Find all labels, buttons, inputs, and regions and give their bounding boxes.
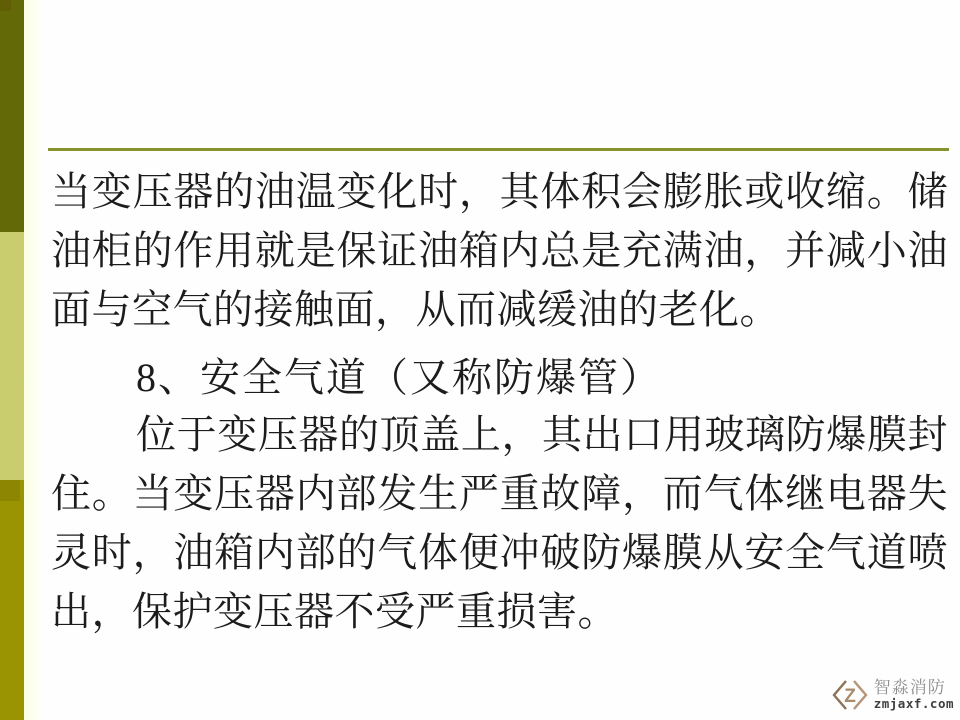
bar-band-dark [0, 0, 24, 232]
brand-domain: zmjaxf.com [873, 696, 954, 712]
brand-name: 智淼消防 [873, 678, 946, 698]
body-line: 油柜的作用就是保证油箱内总是充满油，并减小油 [51, 228, 948, 273]
bar-pale-edge-strip [24, 0, 44, 720]
body-line: 出，保护变压器不受严重损害。 [51, 589, 618, 634]
body-line: 灵时，油箱内部的气体便冲破防爆膜从安全气道喷 [51, 530, 948, 575]
body-line: 位于变压器的顶盖上，其出口用玻璃防爆膜封 [136, 412, 948, 457]
bar-band-olive [0, 480, 24, 720]
bar-accent-square-middle [0, 480, 20, 501]
watermark-text [874, 679, 954, 711]
bar-accent-square-top [0, 0, 11, 11]
paragraph-safety-airway [51, 405, 948, 641]
paragraph-oil-conservator [51, 162, 948, 339]
body-line: 面与空气的接触面，从而减缓油的老化。 [51, 287, 780, 332]
section-heading: 8、安全气道（又称防爆管） [136, 355, 662, 400]
left-accent-bar [0, 0, 24, 720]
bar-band-light [0, 232, 24, 480]
body-line: 住。当变压器内部发生严重故障，而气体继电器失 [51, 471, 948, 516]
body-line: 当变压器的油温变化时，其体积会膨胀或收缩。储 [51, 169, 948, 214]
zm-diamond-logo-icon [831, 676, 869, 714]
svg-text:Z: Z [843, 686, 856, 707]
watermark [831, 676, 954, 714]
divider-line [48, 148, 949, 151]
